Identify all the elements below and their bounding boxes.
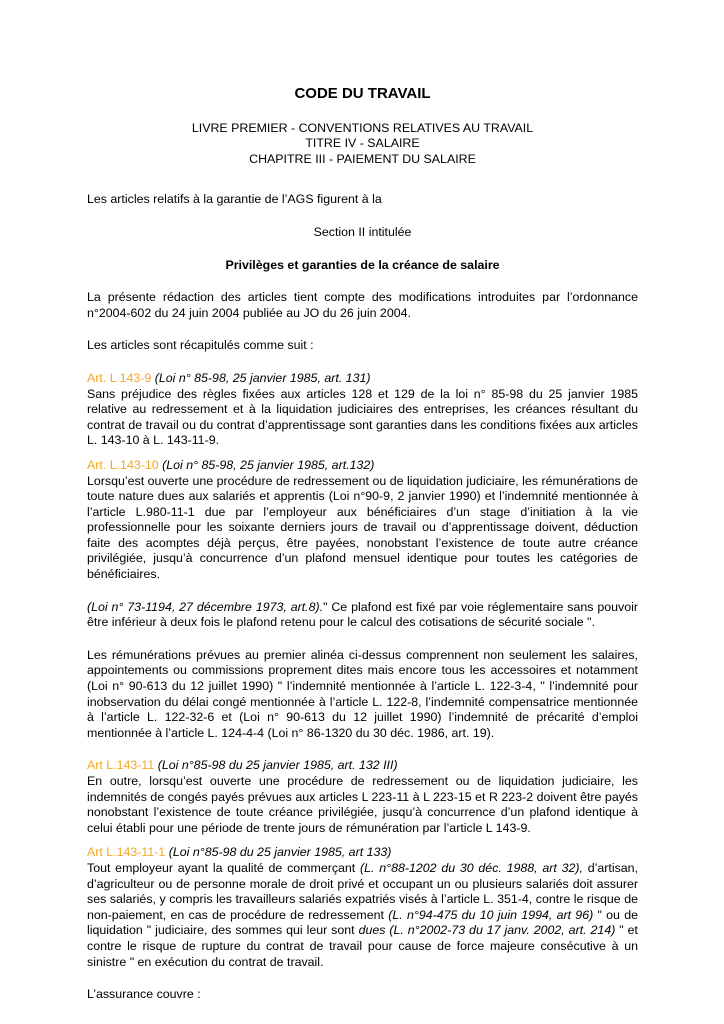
article-body: Lorsqu’est ouverte une procédure de redressement ou de liquidation judiciaire, les rémunérations de toute nature dues aux salariés et apprentis (Loi n°90-9, 2 janvier 1990) et l’indemnité mentionnée à l’article L.980-11-1 due par l’employeur aux bénéficiaires d’un stage d’initiation à la vie professionnelle pour les soixante derniers jours de travail ou d’apprentissage doivent, déduction faite des acomptes déjà perçus, être payées, nonobstant l’existence de toute autre créance privilégiée, jusqu’à concurrence d’un plafond mensuel identique pour toutes les catégories de bénéficiaires. [87,473,638,582]
article-citation: (Loi n°85-98 du 25 janvier 1985, art 133) [168,845,392,860]
article-paragraph-2 [87,600,638,631]
article-text: " Ce plafond est fixé par voie réglementaire sans pouvoir être inférieur à deux fois le plafond retenu pour le calcul des cotisations de sécurité sociale ". [87,599,638,630]
article-paragraph-3: Les rémunérations prévues au premier alinéa ci-dessus comprennent non seulement les salaires, appointements ou commissions proprement dites mais encore tous les accessoires et notamment (Loi n° 90-613 du 12 juillet 1990) " l’indemnité mentionnée à l’article L. 122-3-4, " l’indemnité pour inobservation du délai congé mentionnée à l’article L. 122-8, l’indemnité compensatrice mentionnée à l’article L. 122-32-6 et (Loi n° 90-613 du 12 juillet 1990) l’indemnité de précarité d’emploi mentionnée à l’article L. 124-4-4 (Loi n° 86-1320 du 30 déc. 1986, art. 19). [87,647,638,740]
closing-text: L’assurance couvre : [87,987,201,1002]
article-text: d’artisan, d’agriculteur ou de personne morale de droit privé et occupant un ou plusieurs salariés doit assurer ses salariés, y compris les travailleurs salariés expatriés visés à l’article L. 351-4, contre le risque de non-paiement, en cas de procédure de redressement [87,860,638,922]
article-citation: (L. n°88-1202 du 30 déc. 1988, art 32), [360,860,583,875]
heading-titre: TITRE IV - SALAIRE [305,136,420,151]
article-ref: Art. L.143-10 [87,457,159,472]
article-citation: (Loi n° 73-1194, 27 décembre 1973, art.8). [87,599,324,614]
article-header [87,371,638,387]
article-body [87,861,638,970]
article-citation: dues (L. n°2002-73 du 17 janv. 2002, art. 214) [358,923,616,938]
intro-text: Les articles relatifs à la garantie de l’AGS figurent à la [87,192,382,207]
article-header [87,458,638,474]
article-text: " ou de liquidation " judiciaire, des sommes qui leur sont [87,907,638,938]
article-text: Tout employeur ayant la qualité de commerçant [87,860,356,875]
document-page [87,86,638,1003]
article-citation: (Loi n°85-98 du 25 janvier 1985, art. 132 III) [157,758,398,773]
article-ref: Art L.143-11-1 [87,845,166,860]
article-text: " et contre le risque de rupture du contrat de travail pour cause de force majeure consécutive à un sinistre " en exécution du contrat de travail. [87,923,638,969]
recap-text: Les articles sont récapitulés comme suit : [87,338,314,353]
article-ref: Art. L 143-9 [87,370,152,385]
section-line: Section II intitulée [313,224,412,239]
article-l143-10 [87,458,638,742]
heading-livre: LIVRE PREMIER - CONVENTIONS RELATIVES AU TRAVAIL [191,120,534,135]
heading-chapitre: CHAPITRE III - PAIEMENT DU SALAIRE [249,151,476,166]
article-body: En outre, lorsqu’est ouverte une procédure de redressement ou de liquidation judiciaire, les indemnités de congés payés prévues aux articles L 223-11 à L 223-15 et R 223-2 doivent être payés nonobstant l’existence de toute créance privilégiée, jusqu’à concurrence d’un plafond identique à celui établi pour une période de trente jours de rémunération par l’article L 143-9. [87,774,638,835]
document-title: CODE DU TRAVAIL [294,85,431,102]
section-title: Privilèges et garanties de la créance de salaire [225,257,500,272]
article-header [87,758,638,774]
article-l143-11-1 [87,845,638,970]
article-l143-11 [87,758,638,836]
article-citation: (Loi n° 85-98, 25 janvier 1985, art.132) [162,457,375,472]
article-citation: (Loi n° 85-98, 25 janvier 1985, art. 131) [154,370,371,385]
article-header [87,845,638,861]
article-ref: Art L.143-11 [87,758,155,773]
article-citation: (L. n°94-475 du 10 juin 1994, art 96) [388,907,594,922]
article-l143-9 [87,371,638,449]
article-body: Sans préjudice des règles fixées aux articles 128 et 129 de la loi n° 85-98 du 25 janvier 1985 relative au redressement et à la liquidation judiciaires des entreprises, les créances résultant du contrat de travail ou du contrat d’apprentissage sont garanties dans les conditions fixées aux articles L. 143-10 à L. 143-11-9. [87,386,638,448]
redaction-note: La présente rédaction des articles tient compte des modifications introduites par l’ordonnance n°2004-602 du 24 juin 2004 publiée au JO du 26 juin 2004. [87,290,638,320]
